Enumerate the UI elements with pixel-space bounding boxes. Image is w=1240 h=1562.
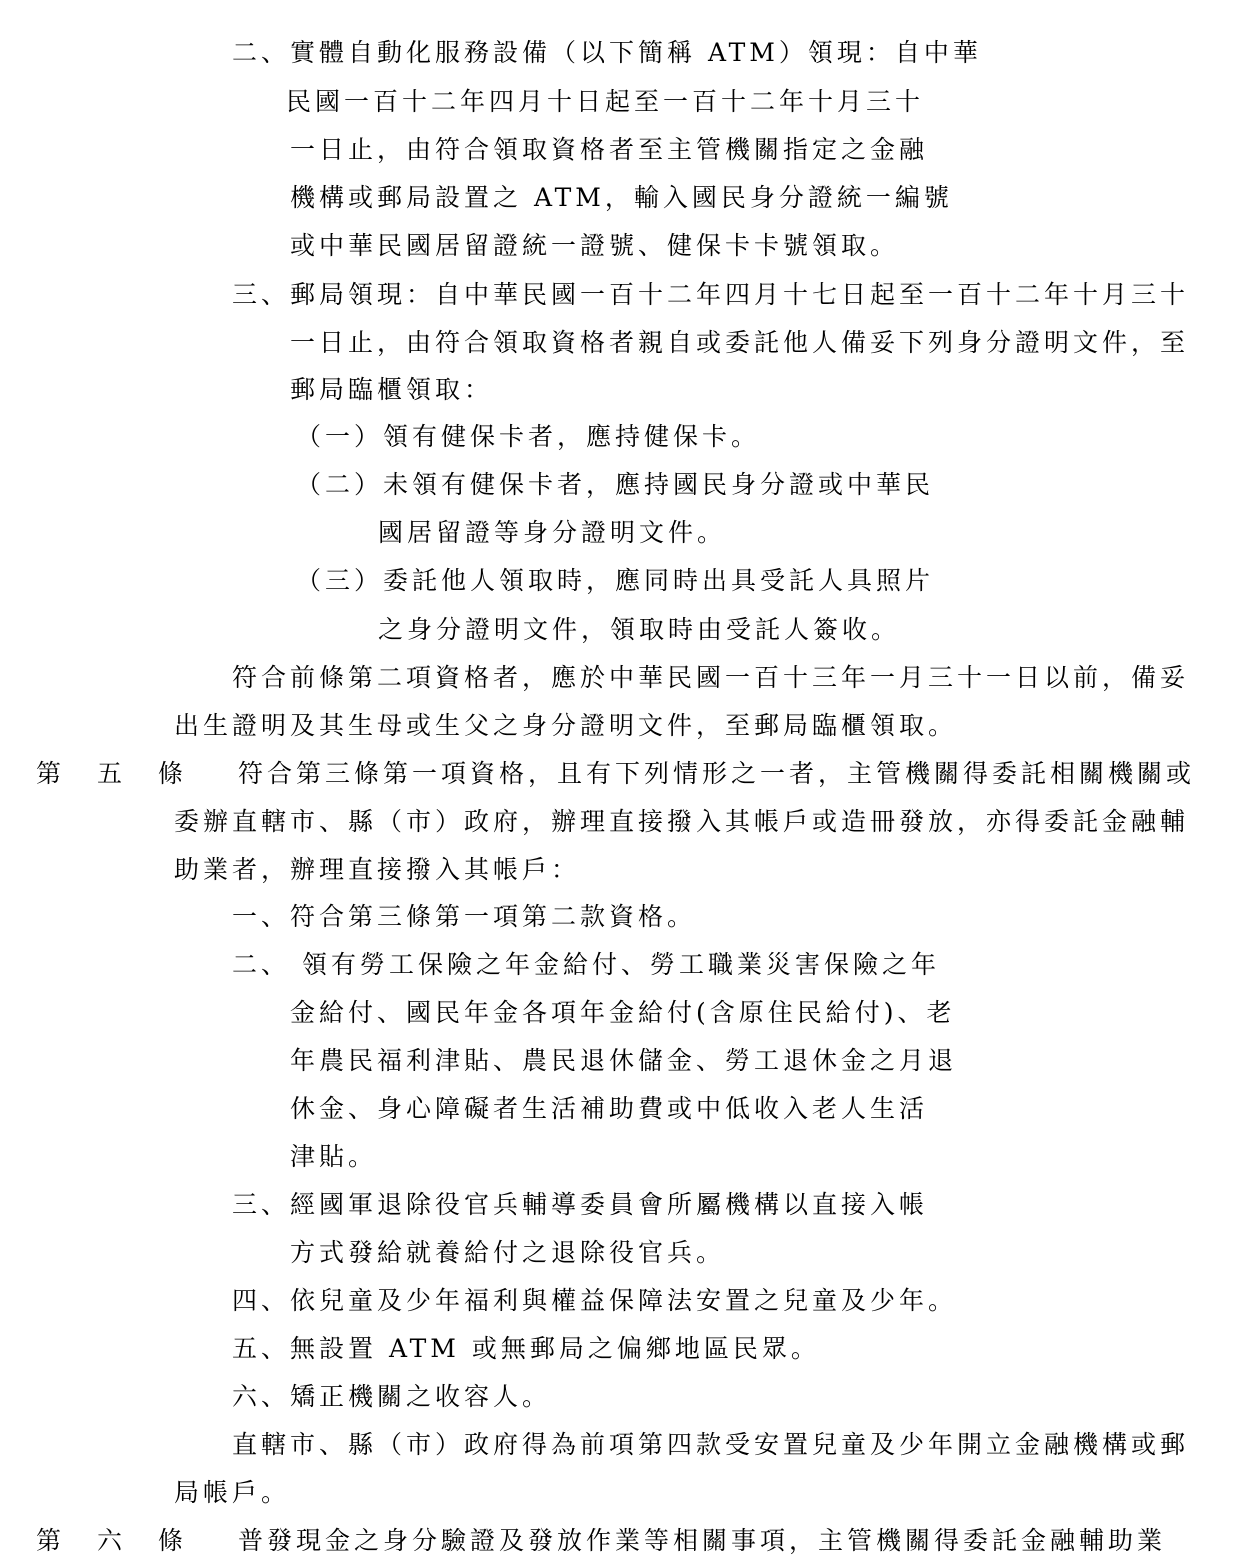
article-5-item-2-line-4: 休金、身心障礙者生活補助費或中低收入老人生活 xyxy=(290,1094,929,1123)
sub-item-2-line-2: 國居留證等身分證明文件。 xyxy=(378,518,727,547)
item-3-line-3: 郵局臨櫃領取： xyxy=(290,375,494,404)
article-4-closing-line-2: 出生證明及其生母或生父之身分證明文件，至郵局臨櫃領取。 xyxy=(174,711,958,740)
article-5-item-2-line-5: 津貼。 xyxy=(290,1142,378,1171)
sub-item-1-line-1: （一）領有健保卡者，應持健保卡。 xyxy=(296,422,761,451)
article-5-closing-line-1: 直轄市、縣（市）政府得為前項第四款受安置兒童及少年開立金融機構或郵 xyxy=(232,1430,1190,1459)
article-5-item-2-line-3: 年農民福利津貼、農民退休儲金、勞工退休金之月退 xyxy=(290,1046,958,1075)
item-2-line-4: 機構或郵局設置之 ATM，輸入國民身分證統一編號 xyxy=(290,183,953,212)
article-6-label: 第 六 條 xyxy=(36,1526,183,1555)
article-6-intro-line-1: 普發現金之身分驗證及發放作業等相關事項，主管機關得委託金融輔助業 xyxy=(238,1526,1167,1555)
item-2-line-3: 一日止，由符合領取資格者至主管機關指定之金融 xyxy=(290,135,929,164)
item-2-line-1: 二、實體自動化服務設備（以下簡稱 ATM）領現：自中華 xyxy=(232,38,982,67)
sub-item-3-line-2: 之身分證明文件，領取時由受託人簽收。 xyxy=(378,615,901,644)
article-4-closing-line-1: 符合前條第二項資格者，應於中華民國一百十三年一月三十一日以前，備妥 xyxy=(232,663,1190,692)
sub-item-2-line-1: （二）未領有健保卡者，應持國民身分證或中華民 xyxy=(296,470,935,499)
article-5-item-6: 六、矯正機關之收容人。 xyxy=(232,1382,552,1411)
article-5-item-1: 一、符合第三條第一項第二款資格。 xyxy=(232,902,697,931)
article-5-intro-line-1: 符合第三條第一項資格，且有下列情形之一者，主管機關得委託相關機關或 xyxy=(238,759,1196,788)
article-5-item-5: 五、無設置 ATM 或無郵局之偏鄉地區民眾。 xyxy=(232,1334,820,1363)
item-2-line-2: 民國一百十二年四月十日起至一百十二年十月三十 xyxy=(286,87,925,116)
item-3-line-1: 三、郵局領現：自中華民國一百十二年四月十七日起至一百十二年十月三十 xyxy=(232,280,1190,309)
sub-item-3-line-1: （三）委託他人領取時，應同時出具受託人具照片 xyxy=(296,566,935,595)
article-5-item-4: 四、依兒童及少年福利與權益保障法安置之兒童及少年。 xyxy=(232,1286,958,1315)
article-5-intro-line-2: 委辦直轄市、縣（市）政府，辦理直接撥入其帳戶或造冊發放，亦得委託金融輔 xyxy=(174,807,1190,836)
article-5-intro-line-3: 助業者，辦理直接撥入其帳戶： xyxy=(174,855,581,884)
article-5-item-2-line-2: 金給付、國民年金各項年金給付(含原住民給付)、老 xyxy=(290,998,956,1027)
article-5-item-3-line-2: 方式發給就養給付之退除役官兵。 xyxy=(290,1238,726,1267)
item-2-line-5: 或中華民國居留證統一證號、健保卡卡號領取。 xyxy=(290,231,900,260)
item-3-line-2: 一日止，由符合領取資格者親自或委託他人備妥下列身分證明文件，至 xyxy=(290,328,1190,357)
article-5-item-2-line-1: 二、 領有勞工保險之年金給付、勞工職業災害保險之年 xyxy=(232,950,940,979)
article-5-item-3-line-1: 三、經國軍退除役官兵輔導委員會所屬機構以直接入帳 xyxy=(232,1190,929,1219)
article-5-label: 第 五 條 xyxy=(36,759,183,788)
article-5-closing-line-2: 局帳戶。 xyxy=(174,1478,291,1507)
